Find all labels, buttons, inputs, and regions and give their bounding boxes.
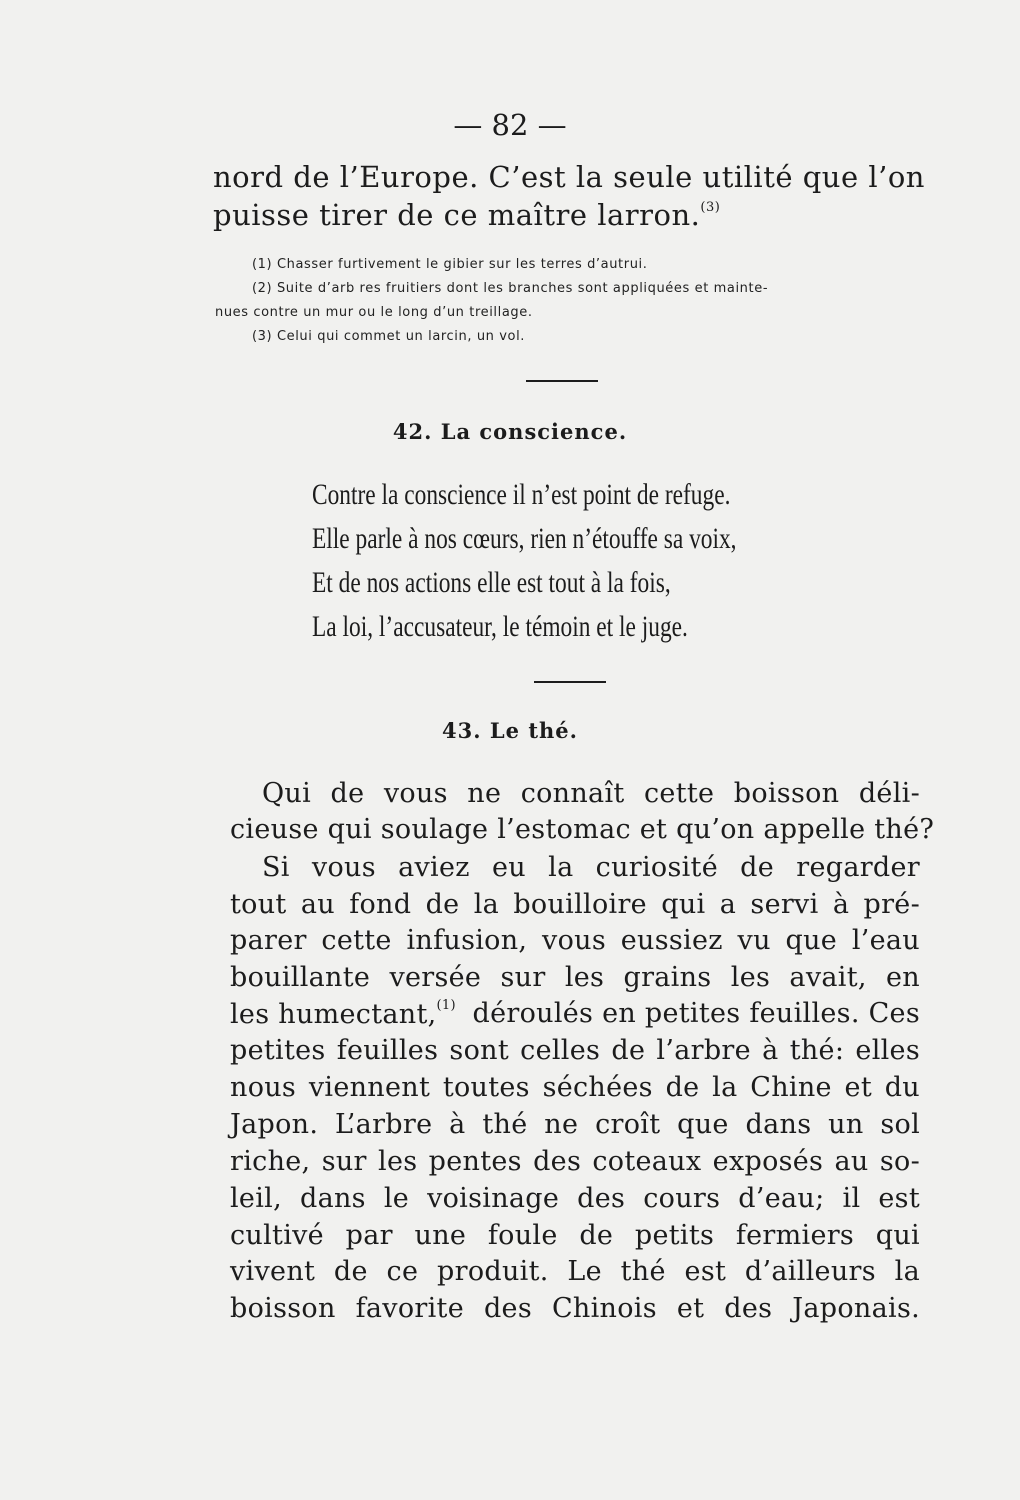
paragraph-line: riche, sur les pentes des coteaux exposés au so- — [230, 1146, 920, 1177]
footnote-2-cont: nues contre un mur ou le long d’un treillage. — [215, 305, 533, 320]
paragraph-line: cultivé par une foule de petits fermiers qui — [230, 1220, 920, 1251]
footnote-3: (3) Celui qui commet un larcin, un vol. — [252, 329, 526, 344]
section-divider — [526, 380, 598, 382]
paragraph-line: cieuse qui soulage l’estomac et qu’on appelle thé? — [230, 814, 935, 845]
continuation-line-2 — [213, 198, 720, 232]
continuation-text: puisse tirer de ce maître larron. — [213, 198, 701, 232]
line-text: déroulés en petites feuilles. Ces — [472, 998, 920, 1029]
paragraph-line: Si vous aviez eu la curiosité de regarder — [262, 852, 920, 883]
verse-line-3: Et de nos actions elle est tout à la fois, — [312, 566, 671, 599]
paragraph-line: boisson favorite des Chinois et des Japonais. — [230, 1293, 920, 1324]
footnote-ref-3: (3) — [700, 200, 721, 215]
continuation-line-1: nord de l’Europe. C’est la seule utilité que l’on — [213, 160, 925, 194]
section-43-heading: 43. Le thé. — [442, 718, 578, 743]
paragraph-line: tout au fond de la bouilloire qui a servi à pré- — [230, 889, 920, 920]
line-text: les humectant, — [230, 999, 437, 1030]
line-segment — [230, 998, 456, 1030]
paragraph-line: nous viennent toutes séchées de la Chine et du — [230, 1072, 920, 1103]
footnote-2: (2) Suite d’arb res fruitiers dont les branches sont appliquées et mainte- — [252, 281, 769, 296]
paragraph-line: petites feuilles sont celles de l’arbre à thé: elles — [230, 1035, 920, 1066]
verse-line-1: Contre la conscience il n’est point de refuge. — [312, 478, 731, 511]
paragraph-line: bouillante versée sur les grains les avait, en — [230, 962, 920, 993]
verse-line-2: Elle parle à nos cœurs, rien n’étouffe sa voix, — [312, 522, 737, 555]
paragraph-line — [230, 998, 920, 1030]
section-42-heading: 42. La conscience. — [392, 419, 628, 444]
section-divider — [534, 681, 606, 683]
footnote-1: (1) Chasser furtivement le gibier sur les terres d’autrui. — [252, 257, 648, 272]
paragraph-line: Japon. L’arbre à thé ne croît que dans un sol — [230, 1109, 920, 1140]
footnote-ref-1: (1) — [436, 998, 456, 1013]
paragraph-line: leil, dans le voisinage des cours d’eau; il est — [230, 1183, 920, 1214]
page-number: — 82 — — [453, 108, 567, 142]
paragraph-line: vivent de ce produit. Le thé est d’ailleurs la — [230, 1256, 920, 1287]
verse-line-4: La loi, l’accusateur, le témoin et le juge. — [312, 610, 688, 643]
paragraph-line: Qui de vous ne connaît cette boisson déli- — [262, 778, 920, 809]
paragraph-line: parer cette infusion, vous eussiez vu que l’eau — [230, 925, 920, 956]
